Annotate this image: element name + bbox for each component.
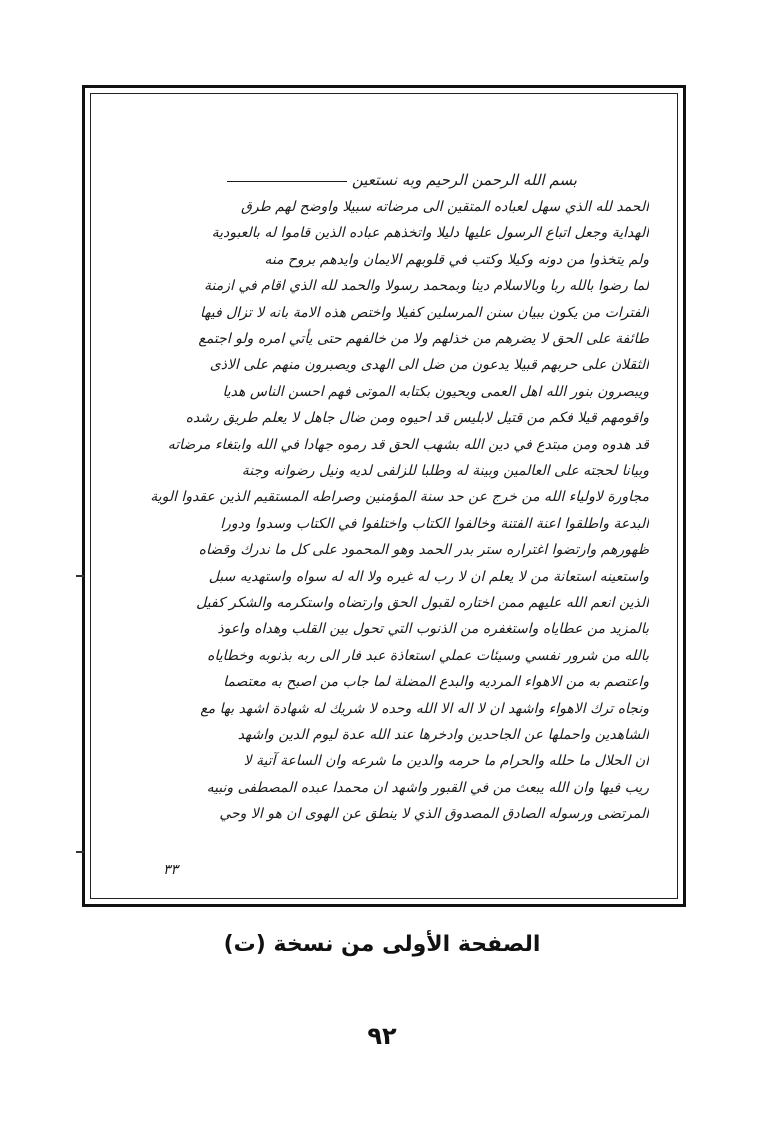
manuscript-line: ظهورهم وارتضوا اغتراره ستر بدر الحمد وهو المحمود على كل ما ندرك وقضاه — [198, 542, 649, 559]
folio-number: ٣٣ — [163, 862, 179, 878]
manuscript-line: الذين انعم الله عليهم ممن اختاره لقبول الحق وارتضاه واستكرمه والشكر كفيل — [196, 595, 649, 611]
manuscript-line: قد هدوه ومن مبتدع في دين الله بشهب الحق قد رموه جهادا في الله وابتغاء مرضاته — [167, 436, 649, 453]
manuscript-line: البدعة واطلقوا اعنة الفتنة وخالفوا الكتاب واختلفوا في الكتاب وسدوا ودورا — [220, 515, 649, 532]
manuscript-line: واعتصم به من الاهواء المرديه والبدع المضلة لما جاب من اصبح به معتصما — [223, 674, 649, 691]
manuscript-line: مجاورة لاولياء الله من خرج عن حد سنة المؤمنين وصراطه المستقيم الذين عقدوا الوية — [150, 489, 649, 506]
manuscript-line: لما رضوا بالله ربا وبالاسلام دينا وبمحمد رسولا والحمد لله الذي اقام في ازمنة — [204, 278, 649, 295]
manuscript-line: ولم يتخذوا من دونه وكيلا وكتب في قلوبهم الايمان وايدهم بروح منه — [264, 251, 649, 268]
manuscript-line: ويبصرون بنور الله اهل العمى ويحيون بكتابه الموتى فهم احسن الناس هديا — [222, 383, 649, 400]
manuscript-line: طائفة على الحق لا يضرهم من خذلهم ولا من خالفهم حتى يأتي امره ولو اجتمع — [198, 331, 649, 347]
basmala-heading — [161, 166, 637, 194]
manuscript-line: الحمد لله الذي سهل لعباده المتقين الى مرضاته سبيلا واوضح لهم طرق — [241, 199, 649, 215]
margin-mark — [76, 851, 84, 853]
manuscript-line: ونجاه ترك الاهواء واشهد ان لا اله الا الله وحده لا شريك له شهادة اشهد بها مع — [200, 700, 649, 717]
manuscript-line: المرتضى ورسوله الصادق المصدوق الذي لا ينطق عن الهوى ان هو الا وحي — [219, 806, 649, 823]
basmala-text: بسم الله الرحمن الرحيم وبه نستعين — [351, 171, 577, 189]
manuscript-page — [91, 94, 677, 898]
manuscript-line: ان الحلال ما حلله والحرام ما حرمه والدين ما شرعه وان الساعة آتية لا — [243, 753, 649, 770]
page-number: ٩٢ — [367, 1022, 397, 1050]
manuscript-line: الثقلان على حربهم قبيلا يدعون من ضل الى الهدى ويصبرون منهم على الاذى — [209, 357, 649, 374]
manuscript-line: واستعينه استعانة من لا يعلم ان لا رب له غيره ولا اله له سواه واستهديه سبل — [208, 568, 649, 585]
manuscript-line: ريب فيها وان الله يبعث من في القبور واشهد ان محمدا عبده المصطفى ونبيه — [206, 779, 649, 796]
manuscript-line: بالمزيد من عطاياه واستغفره من الذنوب التي تحول بين القلب وهداه واعوذ — [217, 621, 649, 638]
manuscript-inner-border — [90, 93, 678, 899]
basmala-rule — [227, 181, 347, 182]
manuscript-line: الشاهدين واحملها عن الجاحدين وادخرها عند الله عدة ليوم الدين واشهد — [237, 727, 649, 743]
manuscript-line: الهداية وجعل اتباع الرسول عليها دليلا واتخذهم عباده الذين قاموا له بالعبودية — [211, 225, 649, 242]
manuscript-line: واقومهم قيلا فكم من قتيل لابليس قد احيوه ومن ضال جاهل لا يعلم طريق رشده — [185, 410, 649, 427]
margin-mark — [76, 575, 84, 577]
figure-caption: الصفحة الأولى من نسخة (ت) — [223, 932, 541, 957]
manuscript-line: الفترات من يكون ببيان سنن المرسلين كفيلا واختص هذه الامة بانه لا تزال فيها — [200, 304, 649, 321]
manuscript-frame — [82, 85, 686, 907]
manuscript-line: وبيانا لحجته على العالمين وبينة له وطلبا للزلفى لديه ونيل رضوانه وجنة — [241, 463, 649, 479]
manuscript-line: بالله من شرور نفسي وسيئات عملي استعاذة عبد فار الى ربه بذنوبه وخطاياه — [207, 647, 649, 664]
